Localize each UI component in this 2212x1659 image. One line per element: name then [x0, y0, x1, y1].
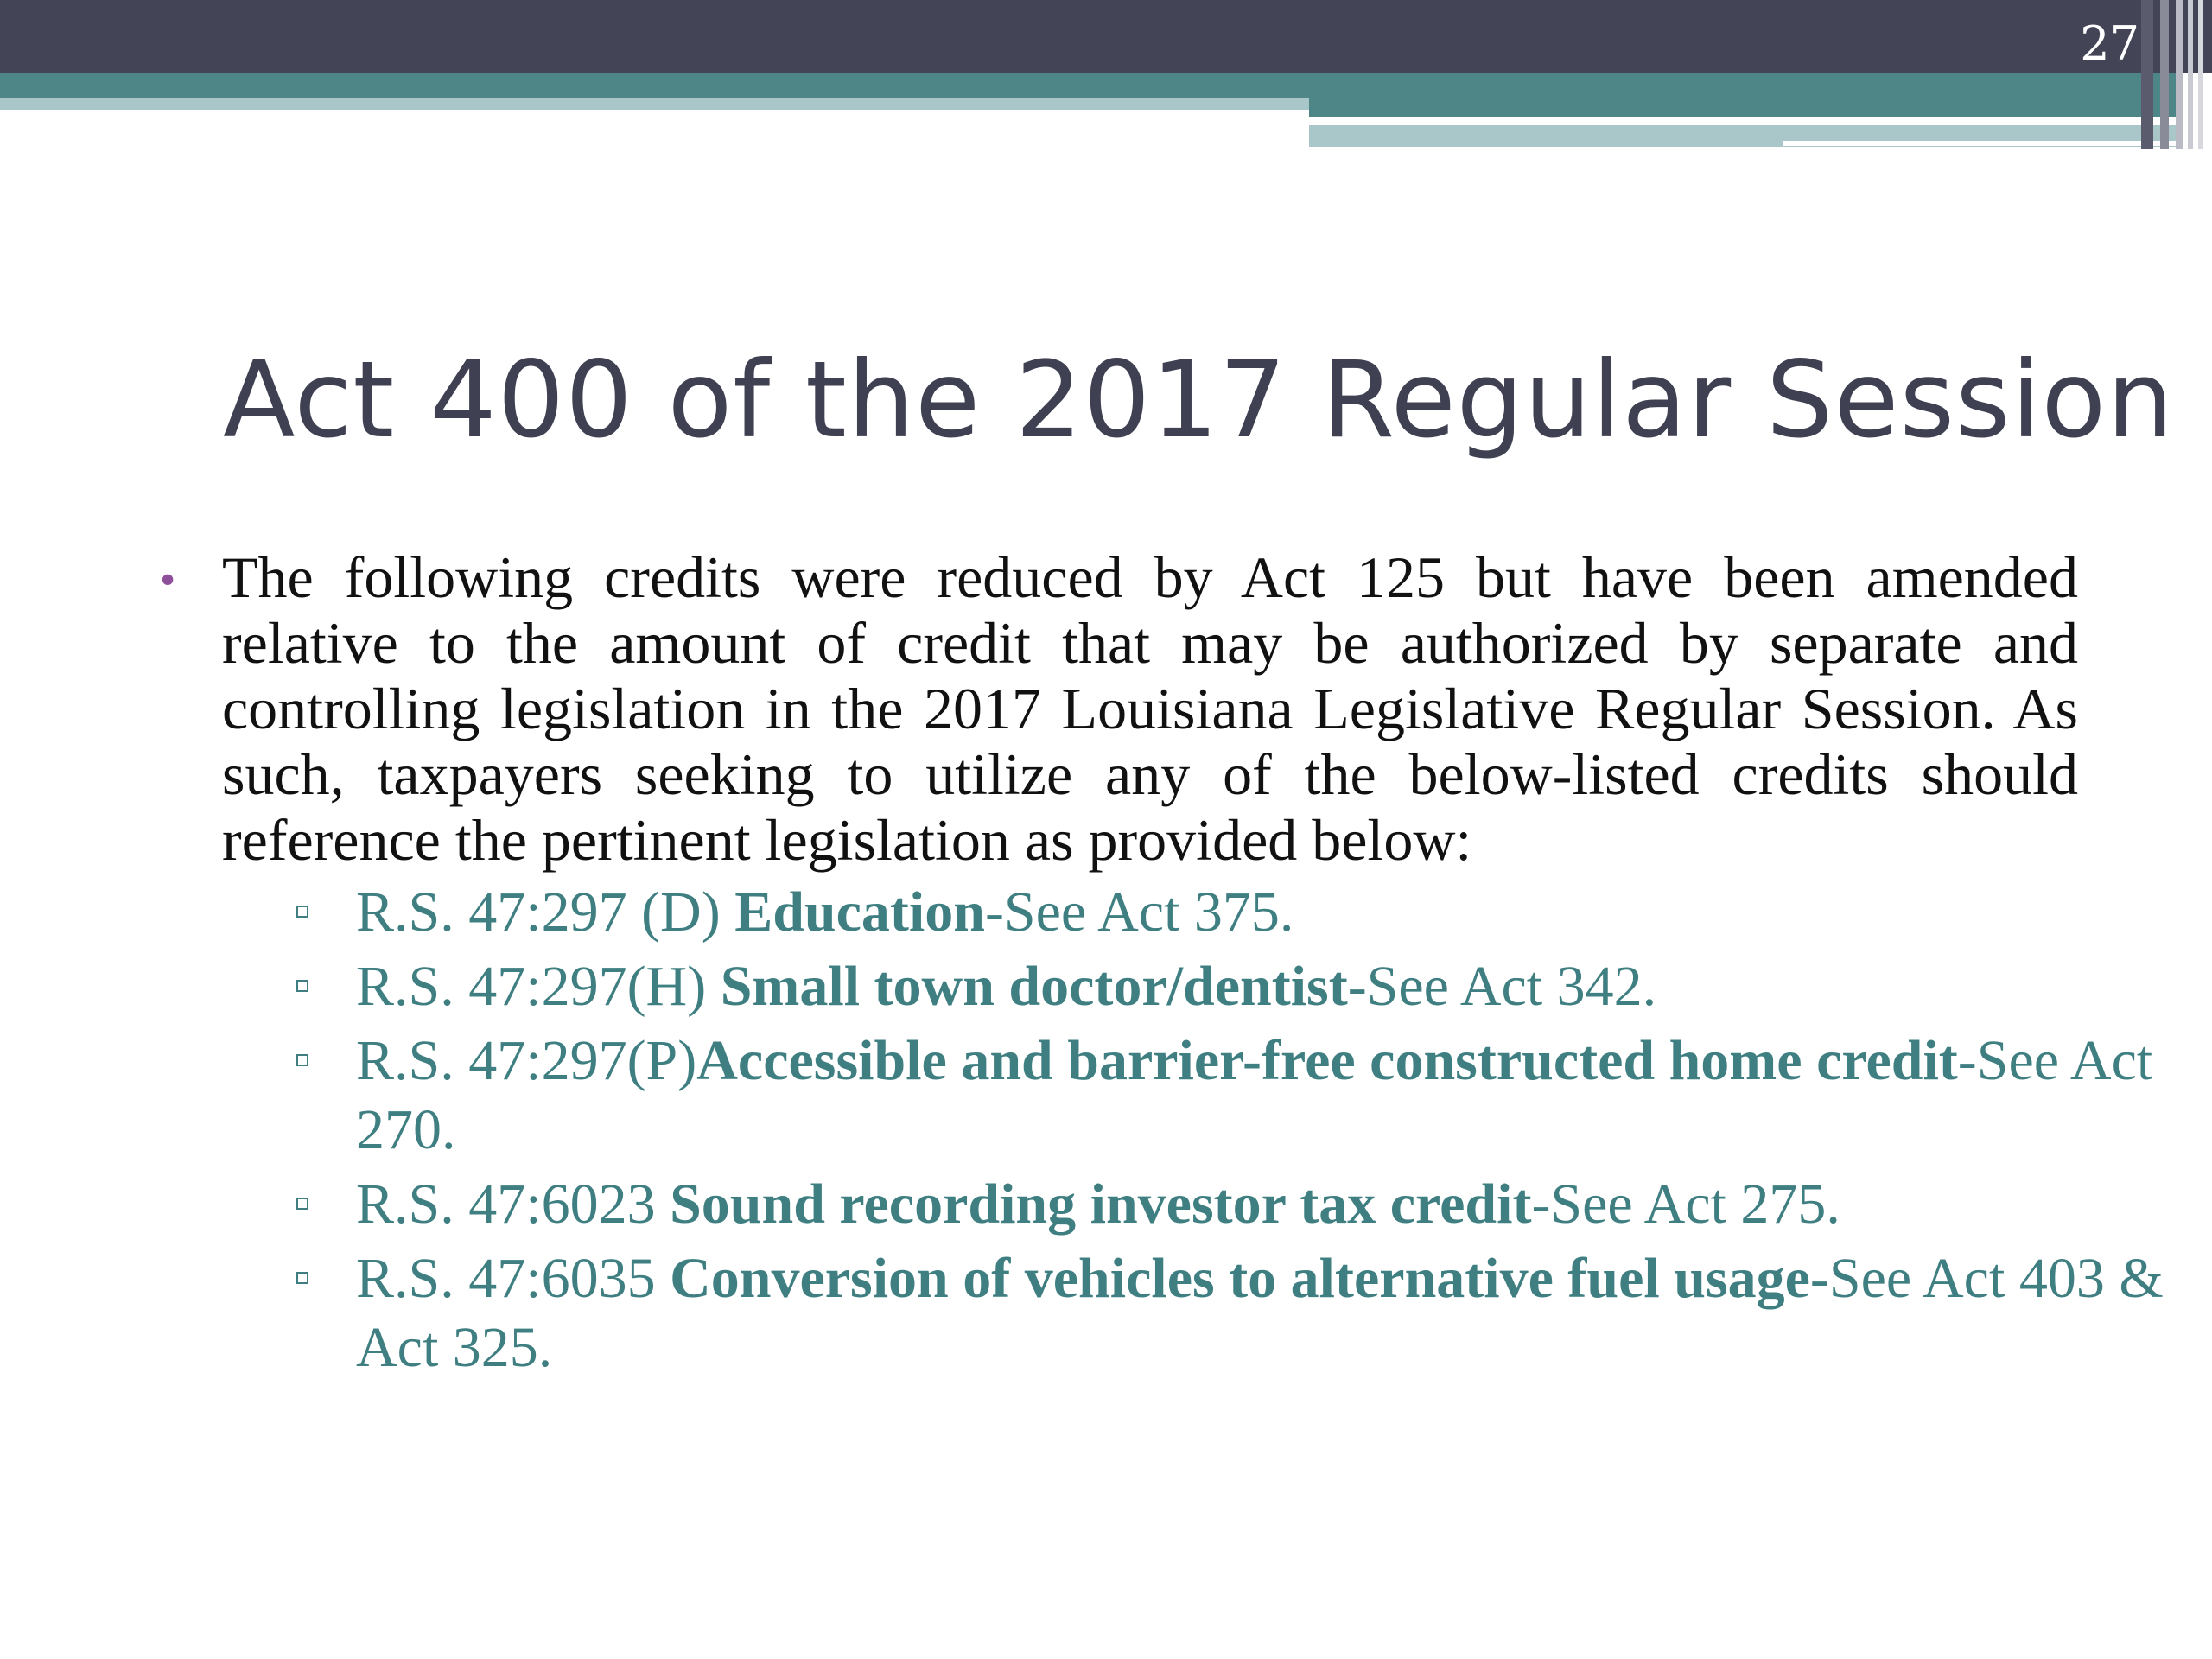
header-bar-dark — [0, 0, 2212, 73]
credit-item-alternative-fuel — [222, 1244, 2212, 1382]
credit-act: -See Act 275. — [1531, 1173, 1840, 1236]
credit-item-small-town-doctor — [222, 952, 2212, 1021]
header-stripe — [2176, 0, 2183, 149]
credit-name: Sound recording investor tax credit — [670, 1173, 1532, 1236]
header-stripe — [2160, 0, 2169, 149]
credit-item-accessible-home — [222, 1027, 2212, 1165]
main-paragraph: The following credits were reduced by Act 125 but have been amended relative to the amount of credit that may be authorized by separate and controlling legislation in the 2017 Louisiana Legislative Regular Session. As such, taxpayers seeking to utilize any of the below-listed credits should reference the pertinent legislation as provided below: — [222, 544, 2078, 873]
main-bullet — [160, 544, 2164, 1382]
credit-act: -See Act 270. — [356, 1029, 2153, 1161]
slide-number: 27 — [2080, 16, 2139, 71]
credit-name: Accessible and barrier-free constructed home credit — [696, 1029, 1958, 1092]
header-bar-gap — [1309, 117, 2048, 125]
header-stripe — [2141, 0, 2153, 149]
square-bullet-icon — [296, 1054, 308, 1066]
slide-title: Act 400 of the 2017 Regular Session — [223, 339, 2175, 461]
credit-ref: R.S. 47:6023 — [356, 1173, 671, 1236]
credit-ref: R.S. 47:297(H) — [356, 955, 721, 1018]
credit-name: Small town doctor/dentist — [720, 955, 1348, 1018]
credit-ref: R.S. 47:297(P) — [356, 1029, 697, 1092]
credit-item-education — [222, 878, 2212, 947]
credit-list — [222, 878, 2164, 1382]
header-stripe — [2198, 0, 2203, 149]
square-bullet-icon — [296, 906, 308, 918]
square-bullet-icon — [296, 980, 308, 992]
header-bar-light — [0, 98, 1309, 110]
credit-act: -See Act 375. — [984, 880, 1294, 944]
header-bar-line — [1783, 141, 2182, 146]
header-bar-teal — [0, 73, 2182, 98]
bullet-dot-icon: • — [160, 556, 176, 605]
header-stripe — [2188, 0, 2193, 149]
credit-act: -See Act 403 & Act 325. — [356, 1247, 2164, 1379]
credit-name: Education — [734, 880, 985, 944]
credit-item-sound-recording — [222, 1170, 2212, 1239]
square-bullet-icon — [296, 1198, 308, 1210]
credit-act: -See Act 342. — [1347, 955, 1657, 1018]
credit-ref: R.S. 47:6035 — [356, 1247, 671, 1310]
credit-name: Conversion of vehicles to alternative fuel usage — [670, 1247, 1810, 1310]
credit-ref: R.S. 47:297 (D) — [356, 880, 735, 944]
header-bar-teal-right — [1309, 98, 2182, 117]
square-bullet-icon — [296, 1272, 308, 1284]
slide-body — [160, 544, 2164, 1388]
